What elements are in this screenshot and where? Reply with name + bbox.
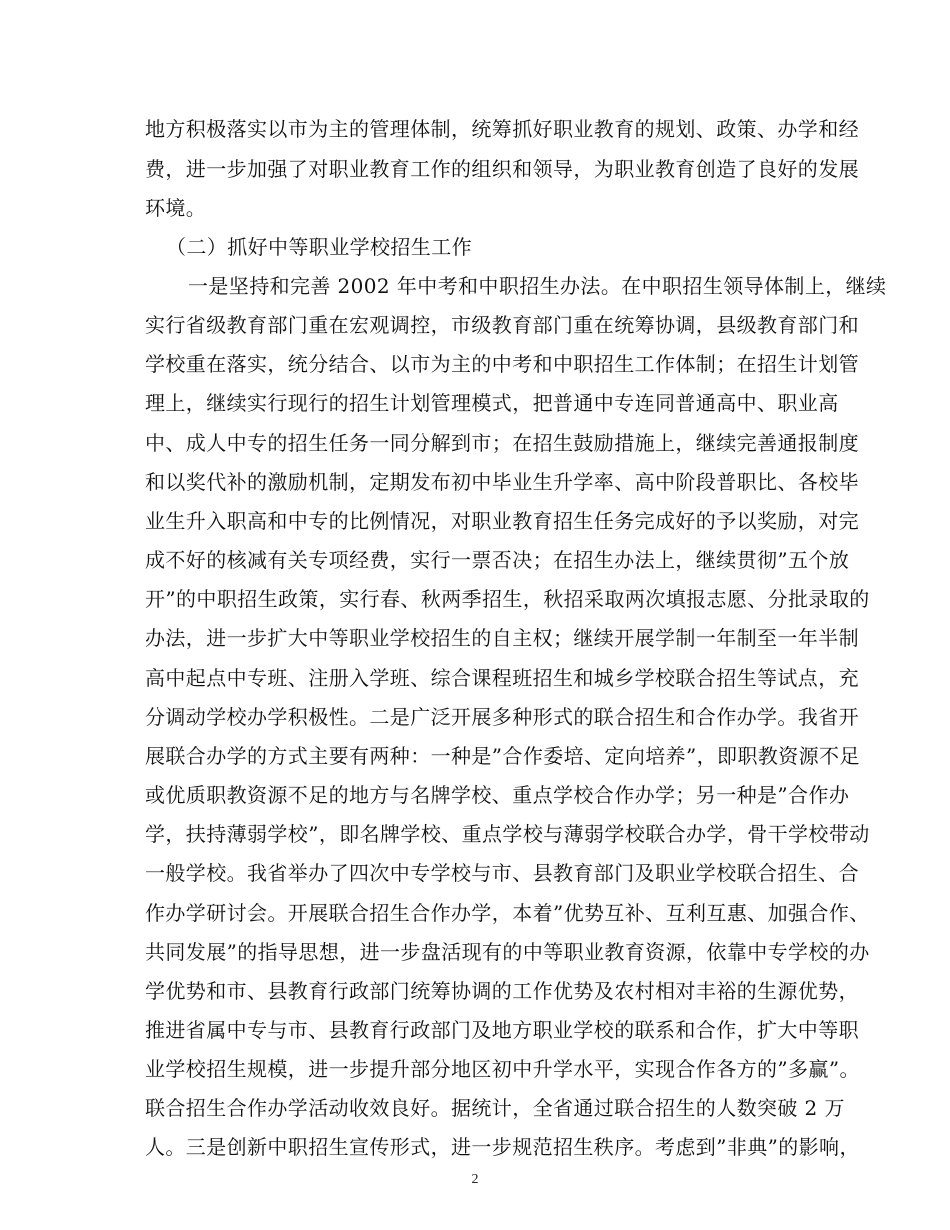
body-text-line: 或优质职教资源不足的地方与名牌学校、重点学校合作办学；另一种是”合作办: [145, 783, 850, 807]
body-text-line: 分调动学校办学积极性。二是广泛开展多种形式的联合招生和合作办学。我省开: [145, 705, 859, 729]
body-text-line: 联合招生合作办学活动收效良好。据统计，全省通过联合招生的人数突破 2 万: [145, 1096, 845, 1120]
section-heading: （二）抓好中等职业学校招生工作: [166, 235, 472, 259]
body-text-line: 环境。: [145, 196, 207, 220]
body-text-line: 人。三是创新中职招生宣传形式，进一步规范招生秩序。考虑到”非典”的影响，: [145, 1135, 860, 1159]
body-text-line: 学优势和市、县教育行政部门统筹协调的工作优势及农村相对丰裕的生源优势，: [145, 979, 859, 1003]
page-number: 2: [471, 1172, 479, 1187]
body-text-line: 实行省级教育部门重在宏观调控，市级教育部门重在统筹协调，县级教育部门和: [145, 313, 859, 337]
body-text-line: 学，扶持薄弱学校”，即名牌学校、重点学校与薄弱学校联合办学，骨干学校带动: [145, 822, 870, 846]
body-text-line: 办法，进一步扩大中等职业学校招生的自主权；继续开展学制一年制至一年半制: [145, 626, 859, 650]
body-text-line: 一是坚持和完善 2002 年中考和中职招生办法。在中职招生领导体制上，继续: [188, 274, 887, 298]
body-text-line: 学校重在落实，统分结合、以市为主的中考和中职招生工作体制；在招生计划管: [145, 352, 859, 376]
body-text-line: 地方积极落实以市为主的管理体制，统筹抓好职业教育的规划、政策、办学和经: [145, 117, 859, 141]
body-text-line: 开”的中职招生政策，实行春、秋两季招生，秋招采取两次填报志愿、分批录取的: [145, 587, 870, 611]
body-text-line: 推进省属中专与市、县教育行政部门及地方职业学校的联系和合作，扩大中等职: [145, 1018, 859, 1042]
body-text-line: 理上，继续实行现行的招生计划管理模式，把普通中专连同普通高中、职业高: [145, 391, 839, 415]
body-text-line: 费，进一步加强了对职业教育工作的组织和领导，为职业教育创造了良好的发展: [145, 157, 859, 181]
body-text-line: 高中起点中专班、注册入学班、综合课程班招生和城乡学校联合招生等试点，充: [145, 666, 859, 690]
body-text-line: 中、成人中专的招生任务一同分解到市；在招生鼓励措施上，继续完善通报制度: [145, 431, 859, 455]
body-text-line: 共同发展”的指导思想，进一步盘活现有的中等职业教育资源，依靠中专学校的办: [145, 940, 870, 964]
body-text-line: 业生升入职高和中专的比例情况，对职业教育招生任务完成好的予以奖励，对完: [145, 509, 859, 533]
body-text-line: 成不好的核减有关专项经费，实行一票否决；在招生办法上，继续贯彻”五个放: [145, 548, 850, 572]
body-text-line: 一般学校。我省举办了四次中专学校与市、县教育部门及职业学校联合招生、合: [145, 861, 859, 885]
body-text-line: 和以奖代补的激励机制，定期发布初中毕业生升学率、高中阶段普职比、各校毕: [145, 470, 859, 494]
body-text-line: 业学校招生规模，进一步提升部分地区初中升学水平，实现合作各方的”多赢”。: [145, 1057, 860, 1081]
body-text-line: 作办学研讨会。开展联合招生合作办学，本着”优势互补、互利互惠、加强合作、: [145, 901, 870, 925]
body-text-line: 展联合办学的方式主要有两种：一种是”合作委培、定向培养”，即职教资源不足: [145, 744, 860, 768]
